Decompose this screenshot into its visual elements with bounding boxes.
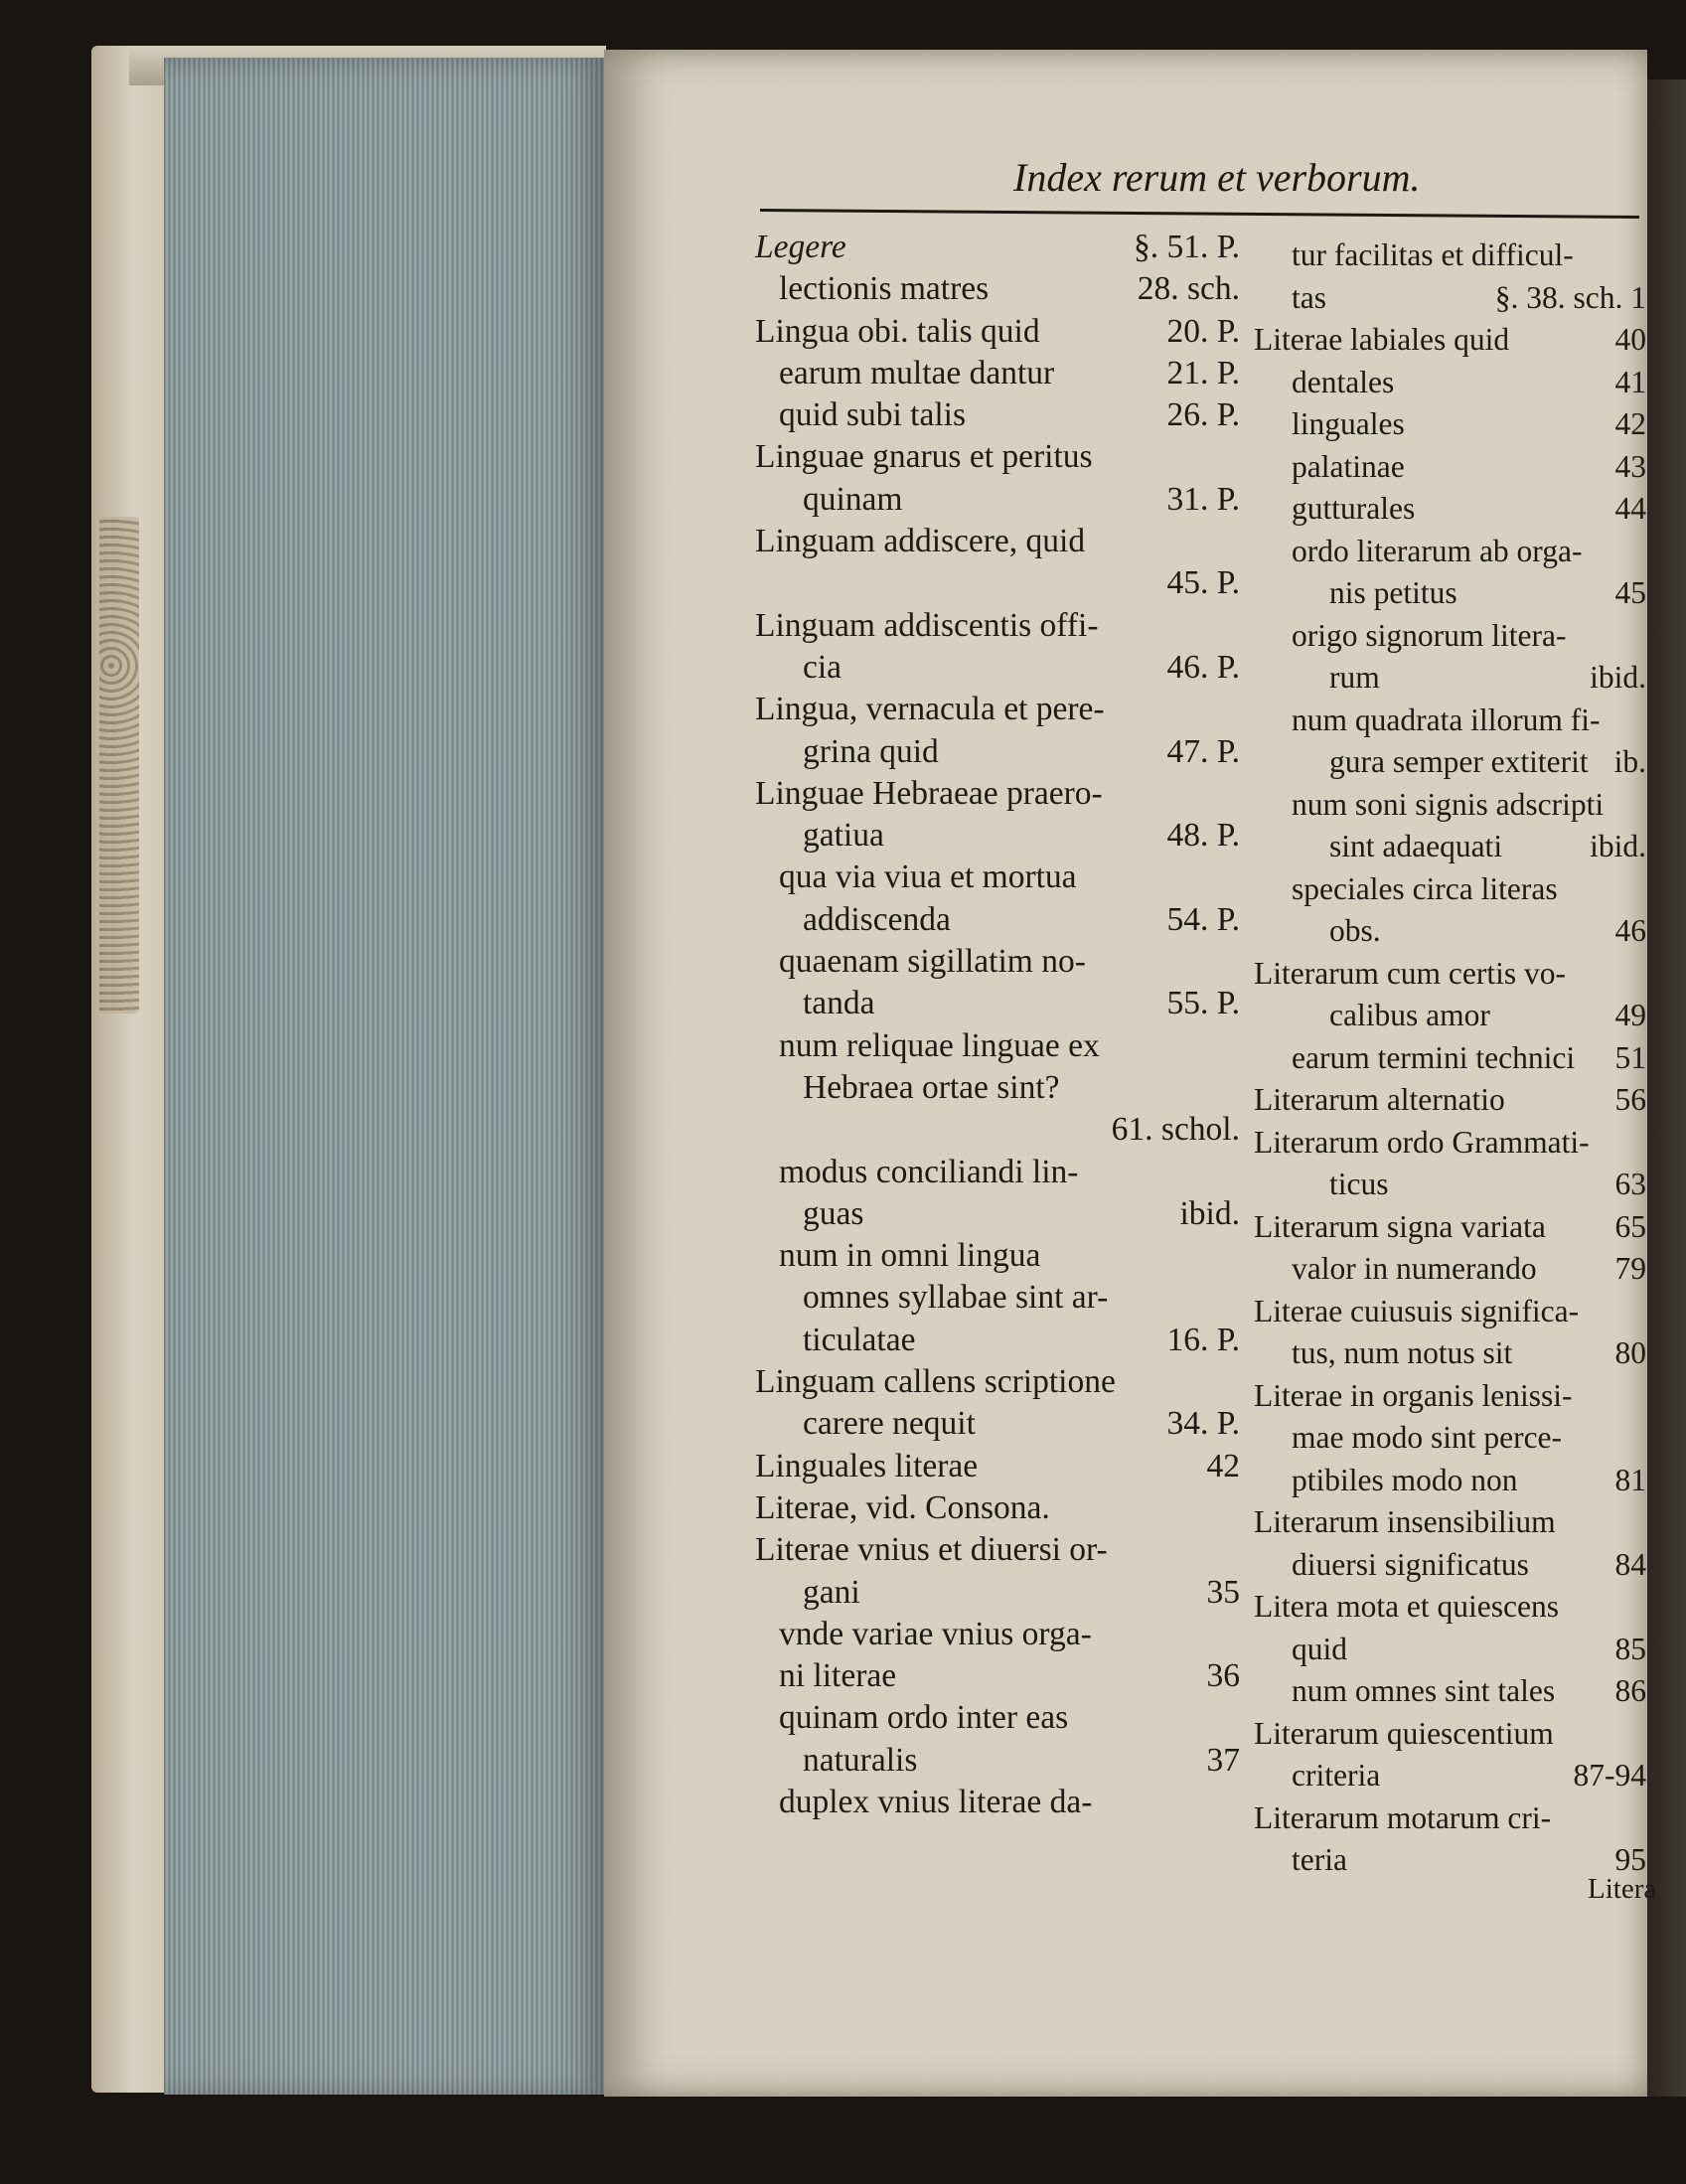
page-edges [164,58,606,2095]
entry-text: tus, num notus sit [1292,1335,1513,1370]
index-entry [755,1235,1240,1277]
entry-text: valor in numerando [1292,1251,1537,1286]
index-entry [1254,362,1646,404]
index-entry [1254,1544,1646,1587]
entry-reference: 42 [1614,406,1646,441]
index-entry [755,689,1240,730]
entry-text: qua via viua et mortua [779,858,1077,896]
index-entry [755,1572,1240,1614]
entry-text: quid [1292,1631,1348,1666]
entry-reference: 81 [1614,1462,1646,1497]
entry-text: ordo literarum ab orga- [1292,533,1583,568]
entry-text: vnde variae vnius orga- [779,1615,1092,1652]
index-entry [1254,995,1646,1037]
index-entry [1254,488,1646,531]
index-entry [1254,1206,1646,1249]
index-entry [755,941,1240,983]
index-entry [755,1152,1240,1193]
entry-text: gutturales [1292,491,1416,526]
entry-text: num quadrata illorum fi- [1292,702,1601,737]
index-entry [1254,234,1646,277]
entry-text: Hebraea ortae sint? [803,1068,1060,1106]
entry-text: gatiua [803,817,884,855]
entry-reference: ibid. [1590,829,1646,863]
entry-text: Literarum alternatio [1254,1082,1505,1117]
entry-reference: 45 [1614,575,1646,610]
entry-reference: 56 [1614,1082,1646,1117]
index-entry [1254,1629,1646,1671]
index-entry [755,353,1240,394]
entry-text: quaenam sigillatim no- [779,943,1086,981]
entry-text: tanda [803,985,875,1022]
entry-text: Linguales literae [755,1447,979,1484]
entry-reference: 34. P. [1166,1405,1240,1443]
entry-reference: 44 [1614,491,1646,526]
entry-text: linguales [1292,406,1405,441]
index-entry [755,436,1240,478]
entry-reference: 85 [1614,1631,1646,1666]
entry-text: Litera mota et quiescens [1254,1589,1560,1624]
index-entry [755,1740,1240,1782]
index-entry [1254,1332,1646,1375]
index-entry [755,1614,1240,1655]
entry-text: carere nequit [803,1405,976,1443]
entry-reference: ibid. [1179,1194,1240,1232]
entry-reference: 48. P. [1166,817,1240,855]
entry-reference: 55. P. [1166,985,1240,1022]
index-entry [755,521,1240,562]
index-entry [755,1487,1240,1529]
entry-text: palatinae [1292,448,1405,484]
entry-reference: 16. P. [1166,1321,1240,1358]
entry-text: num in omni lingua [779,1237,1041,1275]
index-entry [1254,741,1646,784]
entry-reference: 79 [1614,1251,1646,1286]
entry-text: addiscenda [803,900,951,938]
entry-text: Literarum insensibilium [1254,1504,1556,1539]
index-entry [755,1361,1240,1403]
entry-text: Legere [755,229,846,265]
entry-text: diuersi significatus [1292,1546,1529,1582]
index-entry [1254,1079,1646,1122]
entry-text: num soni signis adscripti [1292,786,1605,822]
index-entry [1254,1417,1646,1460]
entry-text: Literae, vid. Consona. [755,1488,1050,1526]
entry-text: Literae in organis lenissi- [1254,1377,1573,1413]
entry-text: dentales [1292,364,1395,399]
index-entry [1254,1755,1646,1797]
cover-mottle [99,517,139,1014]
index-entry [755,227,1240,268]
entry-text: guas [803,1194,864,1232]
entry-text: Literarum cum certis vo- [1254,955,1567,991]
entry-text: origo signorum litera- [1292,617,1567,653]
index-entry [755,857,1240,898]
entry-reference: 63 [1614,1167,1646,1201]
entry-text: ticus [1329,1167,1389,1201]
index-entry [755,1782,1240,1823]
index-entry [1254,446,1646,489]
index-entry [1254,1586,1646,1629]
entry-text: omnes syllabae sint ar- [803,1279,1109,1317]
index-entry [1254,1164,1646,1206]
index-entry [1254,910,1646,953]
entry-reference: 51 [1614,1039,1646,1075]
index-entry [755,815,1240,857]
entry-text: Literarum motarum cri- [1254,1799,1552,1835]
entry-text: ptibiles modo non [1292,1462,1518,1497]
entry-text: gani [803,1573,860,1611]
entry-reference: 95 [1614,1842,1646,1877]
index-entry [755,983,1240,1024]
entry-reference: 84 [1614,1546,1646,1582]
index-entry [755,1320,1240,1361]
index-entry [755,1067,1240,1109]
entry-text: num reliquae linguae ex [779,1026,1100,1064]
entry-text: earum termini technici [1292,1039,1576,1075]
entry-reference: 41 [1614,364,1646,399]
entry-text: Literarum signa variata [1254,1208,1546,1244]
index-entry [1254,572,1646,615]
index-entry [755,1025,1240,1067]
entry-text: gura semper extiterit [1329,744,1589,779]
entry-text: mae modo sint perce- [1292,1420,1563,1455]
entry-reference: 86 [1614,1673,1646,1708]
index-entry [1254,1122,1646,1165]
index-entry [1254,1375,1646,1418]
entry-reference: 35 [1206,1573,1240,1611]
index-entry [755,899,1240,941]
index-entry [1254,1248,1646,1291]
entry-text: rum [1329,660,1380,695]
entry-reference: §. 38. sch. 1 [1494,279,1646,315]
index-entry [755,311,1240,353]
entry-reference: 31. P. [1166,480,1240,518]
index-entry [1254,784,1646,827]
entry-text: naturalis [803,1741,918,1779]
entry-text: cia [803,648,843,686]
entry-reference: 36 [1206,1657,1240,1695]
index-entry [1254,615,1646,658]
index-entry [755,1529,1240,1571]
index-entry [755,1403,1240,1445]
entry-text: Lingua, vernacula et pere- [755,691,1105,728]
entry-reference: 40 [1614,322,1646,357]
entry-text: nis petitus [1329,575,1457,610]
entry-reference: 37 [1206,1741,1240,1779]
entry-reference: 87-94 [1573,1758,1646,1793]
index-entry [755,479,1240,521]
index-entry [755,605,1240,647]
catchword: Litera [1588,1873,1657,1905]
index-entry [1254,1460,1646,1502]
entry-text: ni literae [779,1657,897,1695]
entry-text: tur facilitas et difficul- [1292,237,1574,272]
entry-text: criteria [1292,1758,1381,1793]
index-entry [755,394,1240,436]
index-entry [1254,1670,1646,1713]
entry-text: modus conciliandi lin- [779,1153,1079,1190]
entry-reference: 45. P. [1166,564,1240,602]
index-entry [1254,1713,1646,1756]
index-entry [755,647,1240,689]
entry-text: Literae cuiusuis significa- [1254,1293,1580,1328]
entry-text: calibus amor [1329,998,1490,1032]
entry-text: quinam [803,480,903,518]
entry-text: quinam ordo inter eas [779,1699,1069,1737]
entry-text: num omnes sint tales [1292,1673,1556,1708]
entry-reference: 26. P. [1166,396,1240,434]
entry-text: earum multae dantur [779,354,1055,391]
entry-reference: 61. schol. [1111,1111,1240,1149]
entry-reference: 80 [1614,1335,1646,1370]
running-head: Index rerum et verborum. [1013,155,1421,200]
index-entry [1254,826,1646,868]
entry-text: Linguam addiscentis offi- [755,606,1099,644]
index-entry [755,1655,1240,1697]
entry-reference: 54. P. [1166,900,1240,938]
entry-text: Literae labiales quid [1254,322,1510,357]
index-entry [755,1193,1240,1235]
entry-text: Literarum quiescentium [1254,1715,1554,1751]
index-entry [1254,531,1646,573]
entry-reference: 42 [1206,1447,1240,1484]
entry-text: Literarum ordo Grammati- [1254,1124,1590,1160]
entry-reference: 43 [1614,448,1646,484]
index-column-left [755,227,1240,1823]
entry-text: sint adaequati [1329,829,1503,863]
index-entry [1254,1291,1646,1333]
entry-text: speciales circa literas [1292,870,1558,906]
index-entry [755,773,1240,815]
entry-reference: ib. [1613,744,1646,779]
entry-text: Linguae Hebraeae praero- [755,774,1103,812]
entry-reference: 65 [1614,1208,1646,1244]
index-entry [755,562,1240,604]
facing-page-edge [1647,79,1686,2097]
index-entry [1254,700,1646,742]
index-entry [1254,403,1646,446]
entry-text: quid subi talis [779,396,966,434]
entry-text: lectionis matres [779,270,990,308]
entry-text: tas [1292,279,1326,315]
entry-reference: 28. sch. [1137,270,1240,308]
entry-reference: §. 51. P. [1133,229,1240,265]
index-entry [1254,868,1646,911]
index-entry [755,1697,1240,1739]
entry-text: Linguae gnarus et peritus [755,438,1093,476]
entry-reference: 46 [1614,913,1646,948]
index-entry [755,731,1240,773]
entry-text: Literae vnius et diuersi or- [755,1531,1108,1569]
entry-reference: 47. P. [1166,732,1240,770]
index-entry [1254,953,1646,996]
entry-reference: 46. P. [1166,648,1240,686]
index-entry [1254,1037,1646,1080]
index-entry [1254,319,1646,362]
entry-text: Lingua obi. talis quid [755,312,1040,350]
index-entry [755,1109,1240,1151]
entry-reference: 21. P. [1166,354,1240,391]
entry-reference: 20. P. [1166,312,1240,350]
entry-text: Linguam callens scriptione [755,1363,1116,1401]
entry-reference: 49 [1614,998,1646,1032]
entry-text: obs. [1329,913,1381,948]
entry-text: grina quid [803,732,939,770]
index-entry [755,1277,1240,1319]
index-entry [1254,1797,1646,1840]
entry-text: ticulatae [803,1321,916,1358]
entry-text: Linguam addiscere, quid [755,523,1086,560]
index-entry [1254,1501,1646,1544]
index-entry [1254,657,1646,700]
index-entry [755,268,1240,310]
index-entry [1254,277,1646,320]
index-column-right [1254,234,1646,1882]
index-entry [755,1446,1240,1487]
entry-reference: ibid. [1590,660,1646,695]
entry-text: teria [1292,1842,1347,1877]
entry-text: duplex vnius literae da- [779,1783,1093,1820]
